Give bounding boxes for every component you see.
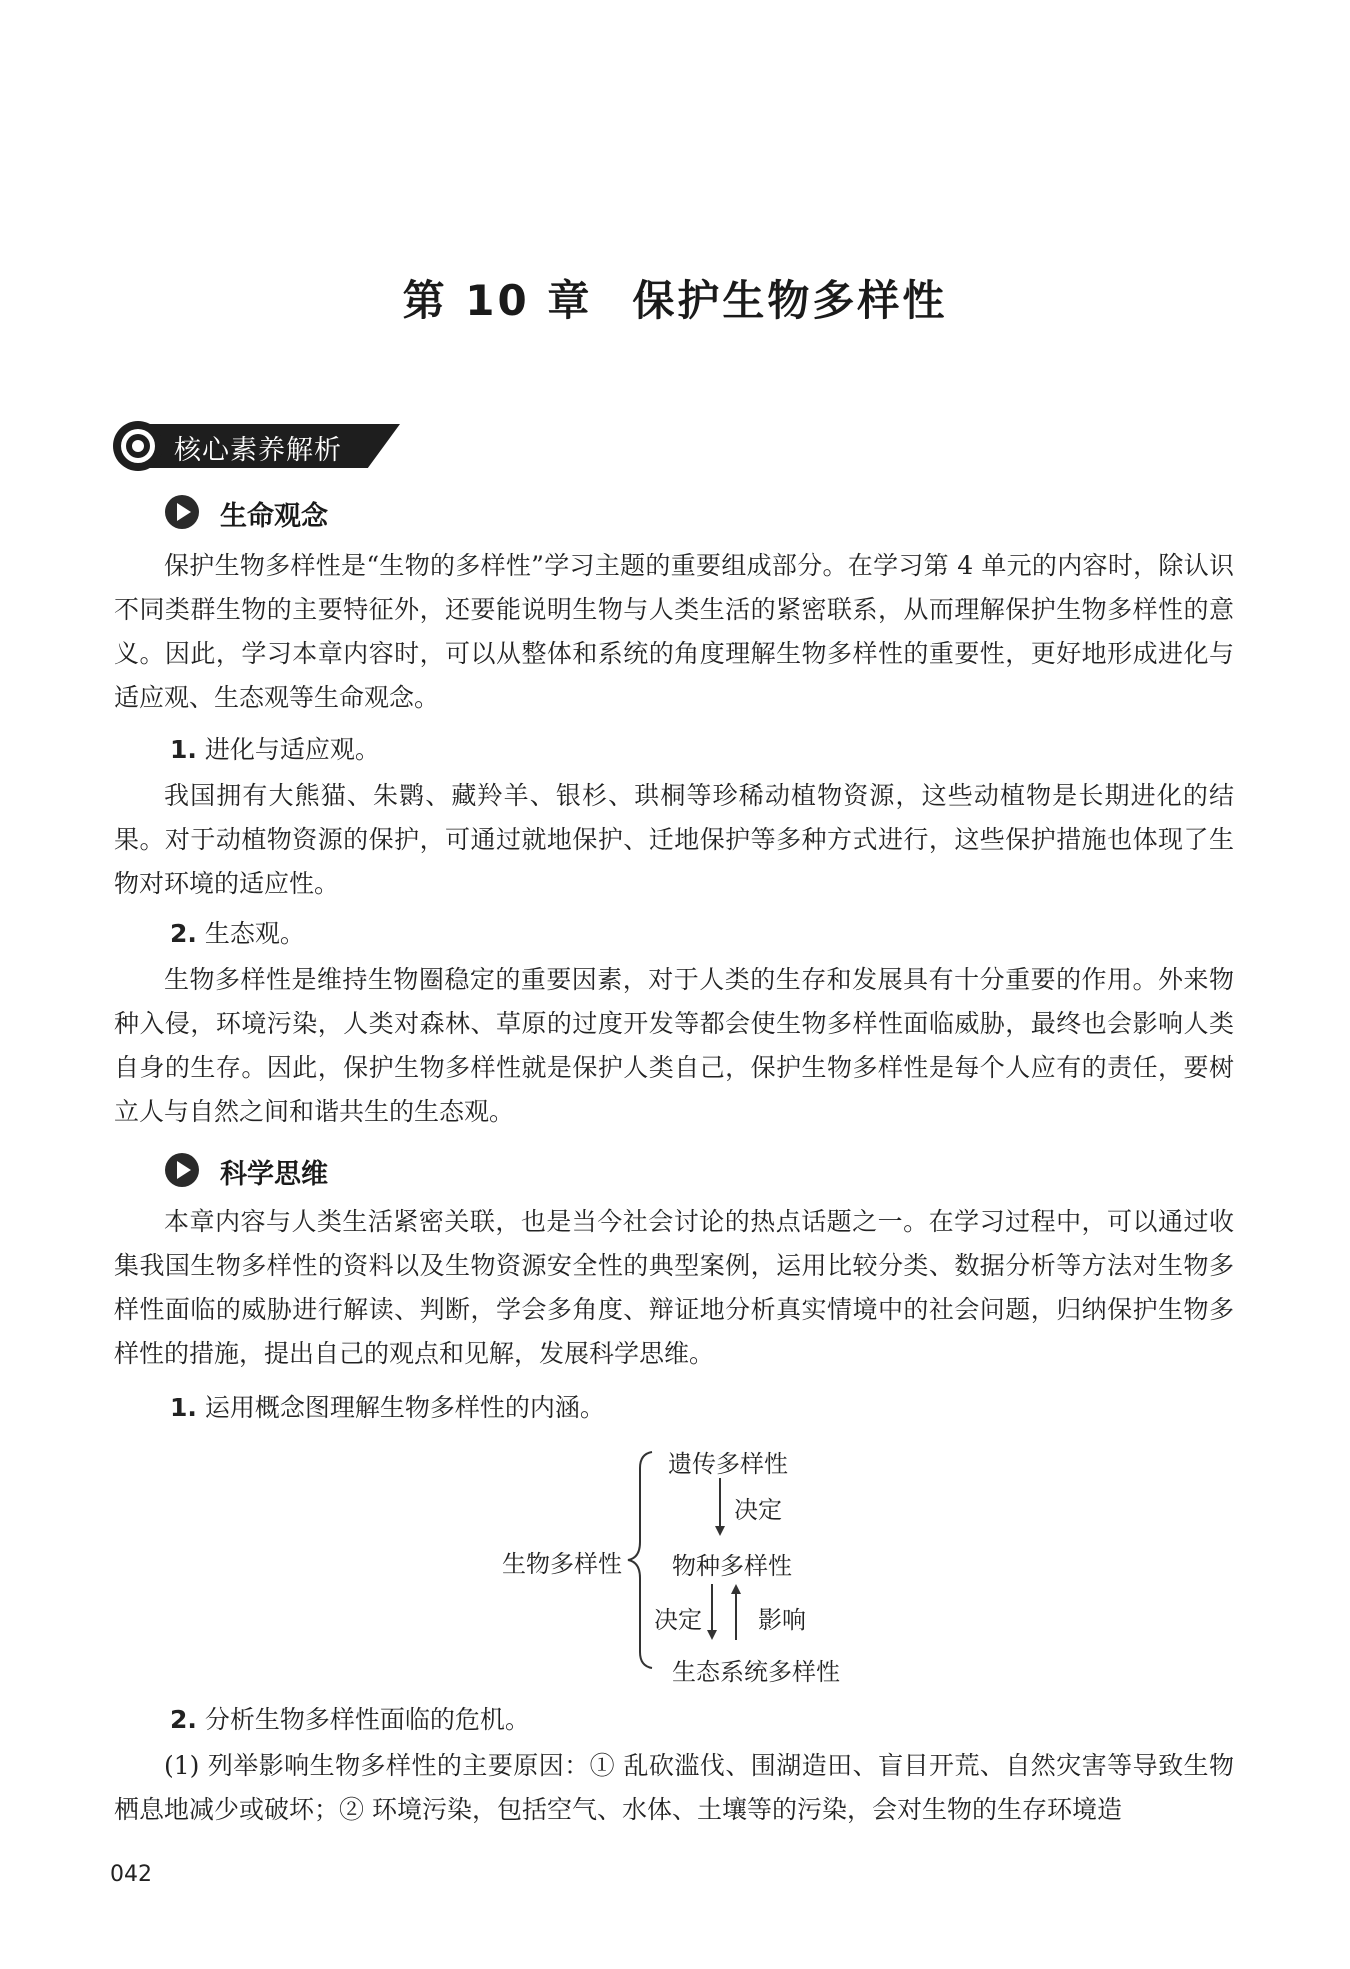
scientific-thinking-item-2-body: (1) 列举影响生物多样性的主要原因：① 乱砍滥伐、围湖造田、盲目开荒、自然灾害等导致生物栖息地减少或破坏；② 环境污染，包括空气、水体、土壤等的污染，会对生物的生存环境造 [114,1751,1234,1824]
chapter-number: 第 10 章 [402,276,593,325]
item-text: 运用概念图理解生物多样性的内涵。 [204,1393,605,1422]
item-number: 2. [170,919,197,948]
chapter-title [0,268,1350,328]
item-number: 1. [170,735,197,764]
curly-brace [620,1436,660,1686]
page-number: 042 [110,1862,152,1887]
concept-ecosystem: 生态系统多样性 [672,1658,840,1686]
item-number: 2. [170,1705,197,1734]
concept-map [490,1436,890,1686]
life-concept-item-1-body: 我国拥有大熊猫、朱鹮、藏羚羊、银杉、珙桐等珍稀动植物资源，这些动植物是长期进化的结果。对于动植物资源的保护，可通过就地保护、迁地保护等多种方式进行，这些保护措施也体现了生物对环境的适应性。 [114,781,1234,898]
concept-genetic: 遗传多样性 [668,1450,788,1478]
down-arrow-icon [704,1582,720,1642]
section-banner [112,420,402,472]
item-text: 生态观。 [204,919,305,948]
item-text: 进化与适应观。 [204,735,380,764]
life-concept-item-2-body: 生物多样性是维持生物圈稳定的重要因素，对于人类的生存和发展具有十分重要的作用。外来物种入侵，环境污染，人类对森林、草原的过度开发等都会使生物多样性面临威胁，最终也会影响人类自身的生存。因此，保护生物多样性就是保护人类自己，保护生物多样性是每个人应有的责任，要树立人与自然之间和谐共生的生态观。 [114,965,1234,1126]
life-concept-item-2 [170,912,305,956]
subhead-life-concept-text: 生命观念 [220,501,328,532]
concept-root: 生物多样性 [502,1550,622,1578]
up-arrow-icon [728,1582,744,1642]
item-text: 分析生物多样性面临的危机。 [204,1705,530,1734]
concept-determines-1: 决定 [734,1496,782,1524]
life-concept-item-1 [170,728,380,772]
item-number: 1. [170,1393,197,1422]
play-arrow-icon [164,494,200,530]
life-concept-intro: 保护生物多样性是“生物的多样性”学习主题的重要组成部分。在学习第 4 单元的内容时，除认识不同类群生物的主要特征外，还要能说明生物与人类生活的紧密联系，从而理解保护生物多样性的意义。因此，学习本章内容时，可以从整体和系统的角度理解生物多样性的重要性，更好地形成进化与适应观、生态观等生命观念。 [114,551,1234,712]
scientific-thinking-item-2 [170,1698,530,1742]
scientific-thinking-intro: 本章内容与人类生活紧密关联，也是当今社会讨论的热点话题之一。在学习过程中，可以通过收集我国生物多样性的资料以及生物资源安全性的典型案例，运用比较分类、数据分析等方法对生物多样性面临的威胁进行解读、判断，学会多角度、辩证地分析真实情境中的社会问题，归纳保护生物多样性的措施，提出自己的观点和见解，发展科学思维。 [114,1207,1234,1368]
play-arrow-icon [164,1152,200,1188]
section-banner-label: 核心素养解析 [174,435,342,466]
scientific-thinking-item-1 [170,1386,605,1430]
chapter-name: 保护生物多样性 [632,276,948,325]
subhead-scientific-thinking-text: 科学思维 [220,1159,328,1190]
concept-species: 物种多样性 [672,1552,792,1580]
target-icon [112,420,164,472]
concept-determines-2: 决定 [654,1606,702,1634]
down-arrow-icon [712,1476,728,1538]
concept-influences: 影响 [758,1606,806,1634]
